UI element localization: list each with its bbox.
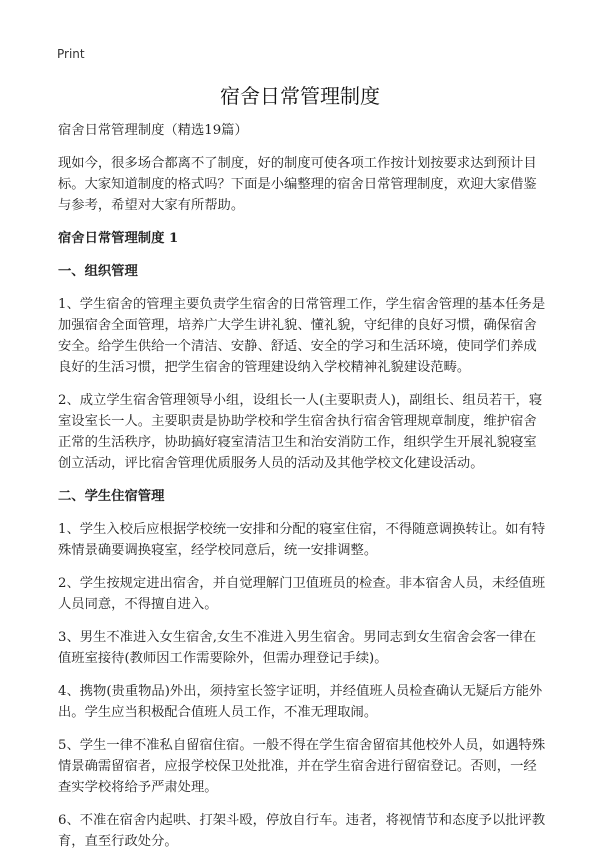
housing-paragraph-6: 6、不准在宿舍内起哄、打架斗殴，停放自行车。违者，将视情节和态度予以批评教育，直至行政处分。 xyxy=(58,813,546,849)
housing-paragraph-5: 5、学生一律不准私自留宿住宿。一般不得在学生宿舍留宿其他校外人员，如遇特殊情景确需留宿者，应报学校保卫处批准，并在学生宿舍进行留宿登记。否则，一经查实学校将给予严肃处理。 xyxy=(58,738,546,795)
section-heading-housing: 二、学生住宿管理 xyxy=(58,489,165,504)
org-paragraph-2: 2、成立学生宿舍管理领导小组，设组长一人(主要职责人)，副组长、组员若干，寝室设室长一人。主要职责是协助学校和学生宿舍执行宿舍管理规章制度，维护宿舍正常的生活秩序，协助搞好寝室清洁卫生和治安消防工作，组织学生开展礼貌寝室创立活动，评比宿舍管理优质服务人员的活动及其他学校文化建设活动。 xyxy=(58,393,543,471)
housing-paragraph-1: 1、学生入校后应根据学校统一安排和分配的寝室住宿，不得随意调换转让。如有特殊情景确要调换寝室，经学校同意后，统一安排调整。 xyxy=(58,522,546,558)
article-heading: 宿舍日常管理制度 1 xyxy=(58,231,179,246)
housing-paragraph-4: 4、携物(贵重物品)外出，须持室长签字证明，并经值班人员检查确认无疑后方能外出。学生应当积极配合值班人员工作，不准无理取闹。 xyxy=(58,684,543,720)
intro-paragraph: 现如今，很多场合都离不了制度，好的制度可使各项工作按计划按要求达到预计目标。大家知道制度的格式吗？下面是小编整理的宿舍日常管理制度，欢迎大家借鉴与参考，希望对大家有所帮助。 xyxy=(58,156,537,213)
section-heading-organization: 一、组织管理 xyxy=(58,264,138,279)
housing-paragraph-3: 3、男生不准进入女生宿舍,女生不准进入男生宿舍。男同志到女生宿舍会客一律在值班室接待(教师因工作需要除外，但需办理登记手续)。 xyxy=(58,630,537,666)
document-subtitle: 宿舍日常管理制度（精选19篇） xyxy=(58,123,248,138)
document-body xyxy=(58,120,548,864)
document-title: 宿舍日常管理制度 xyxy=(220,84,380,108)
print-link[interactable]: Print xyxy=(57,47,85,61)
org-paragraph-1: 1、学生宿舍的管理主要负责学生宿舍的日常管理工作，学生宿舍管理的基本任务是加强宿舍全面管理，培养广大学生讲礼貌、懂礼貌，守纪律的良好习惯，确保宿舍安全。给学生供给一个清洁、安静、舒适、安全的学习和生活环境，使同学们养成良好的生活习惯，把学生宿舍的管理建设纳入学校精神礼貌建设范畴。 xyxy=(58,297,546,375)
housing-paragraph-2: 2、学生按规定进出宿舍，并自觉理解门卫值班员的检查。非本宿舍人员，未经值班人员同意，不得擅自进入。 xyxy=(58,576,546,612)
